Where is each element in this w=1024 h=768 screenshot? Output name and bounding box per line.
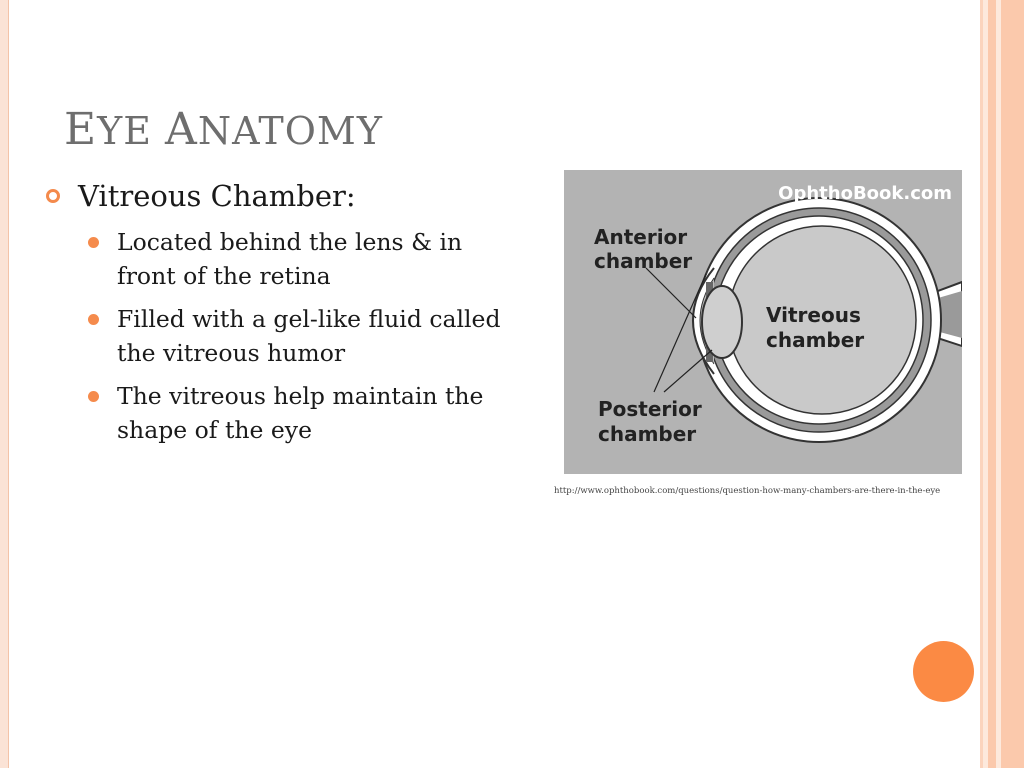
lens <box>702 286 742 358</box>
dot-bullet-icon <box>88 391 99 402</box>
dot-bullet-icon <box>88 237 99 248</box>
sub-bullet-text: Located behind the lens & in front of the retina <box>117 228 463 290</box>
sub-bullet-text: Filled with a gel-like fluid called the vitreous humor <box>117 305 501 367</box>
left-border <box>0 0 9 768</box>
bullet-text: Vitreous Chamber: <box>78 179 356 213</box>
decorative-circle <box>913 641 974 702</box>
slide-title: EYE ANATOMY <box>64 104 383 155</box>
label-anterior: Anterior <box>594 225 688 249</box>
sub-bullet-item <box>117 225 516 293</box>
label-vitreous: chamber <box>766 328 865 352</box>
image-source-caption: http://www.ophthobook.com/questions/question-how-many-chambers-are-there-in-the-eye <box>554 486 941 496</box>
sub-bullet-text: The vitreous help maintain the shape of the eye <box>117 382 484 444</box>
label-posterior: Posterior <box>598 397 702 421</box>
right-stripe <box>988 0 996 768</box>
sub-bullet-item <box>117 379 516 447</box>
label-anterior: chamber <box>594 249 693 273</box>
dot-bullet-icon <box>88 314 99 325</box>
sub-bullet-item <box>117 302 516 370</box>
eye-anatomy-diagram <box>564 170 962 474</box>
label-vitreous: Vitreous <box>766 303 861 327</box>
label-posterior: chamber <box>598 422 697 446</box>
watermark: OphthoBook.com <box>778 183 952 204</box>
ring-bullet-icon <box>46 189 60 203</box>
body-text <box>46 176 516 447</box>
right-stripe <box>1001 0 1024 768</box>
bullet-item <box>46 176 516 216</box>
